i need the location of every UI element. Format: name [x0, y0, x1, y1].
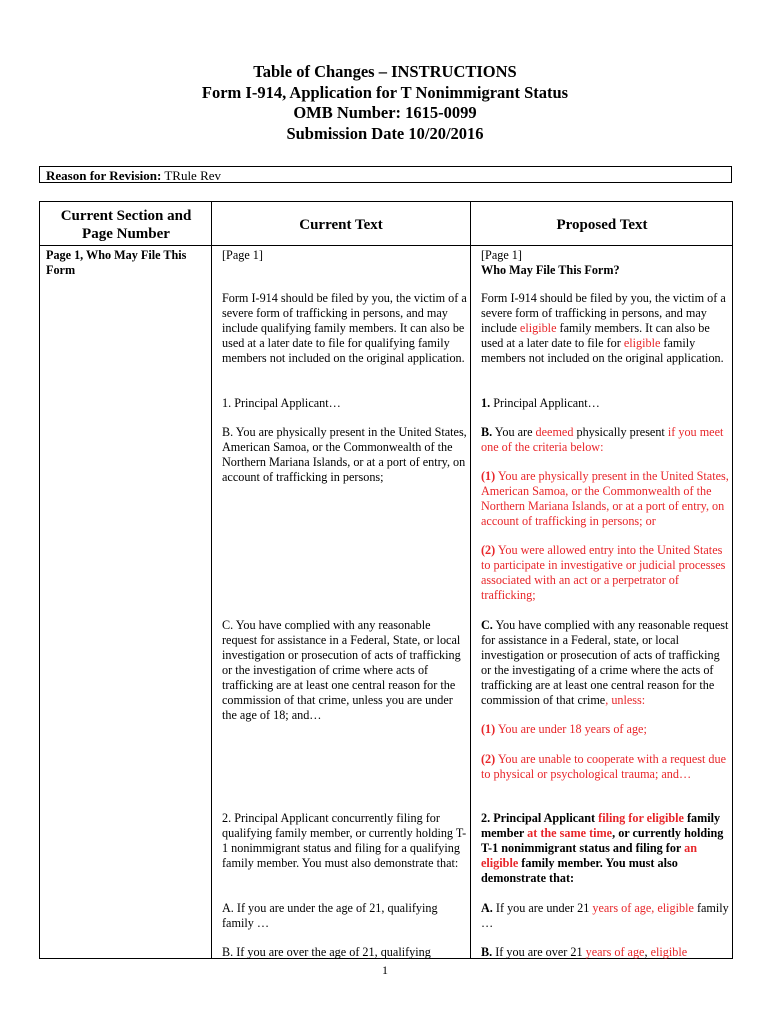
proposed-p7-text: You have complied with any reasonable request for assistance in a Federal, state, or local investigation or prosecution of acts of trafficking or the investigating of a crime where the acts of trafficking are at least one central reason for the commission of that crime: [481, 618, 729, 707]
proposed-p10-text-c: , or currently holding T-1 nonimmigrant status and filing for: [481, 826, 724, 855]
proposed-p11: [481, 901, 731, 931]
header-divider: [40, 245, 732, 246]
proposed-p12-years: years of age: [585, 945, 645, 959]
current-p4: B. You are physically present in the United States, American Samoa, or the Commonwealth of the Northern Mariana Islands, or at a port of entry, on account of trafficking in persons;: [222, 425, 467, 484]
current-p5: C. You have complied with any reasonable request for assistance in a Federal, State, or local investigation or prosecution of acts of trafficking or the investigation of crime where acts of trafficking are at least one central reason for the commission of that crime, unless you are under the age of 18; and…: [222, 618, 461, 722]
title-line-3: OMB Number: 1615-0099: [293, 103, 477, 122]
current-p7: A. If you are under the age of 21, qualifying family …: [222, 901, 438, 930]
proposed-p7: [481, 618, 731, 708]
proposed-p4: [481, 425, 731, 455]
proposed-p12: [481, 945, 731, 960]
proposed-p11-years: years of age, eligible: [592, 901, 694, 915]
proposed-p4-criteria: if you meet one of the criteria below:: [481, 425, 724, 454]
proposed-p7-unless: , unless:: [605, 693, 646, 707]
title-line-4: Submission Date 10/20/2016: [286, 123, 484, 143]
proposed-p10-text-b: family member: [481, 811, 721, 840]
proposed-p3: [481, 396, 731, 411]
proposed-p6-num: (2): [481, 543, 496, 557]
proposed-p2-eligible-2: eligible: [623, 336, 661, 350]
document-title: [0, 62, 770, 144]
proposed-p12-text-a: If you are over 21: [492, 945, 586, 959]
proposed-p3-num: 1.: [481, 396, 491, 410]
current-p6: 2. Principal Applicant concurrently filing for qualifying family member, or currently holding T-1 nonimmigrant status and filing for a qualifying family member. You must also demonstrate that:: [222, 811, 467, 870]
section-cell: Page 1, Who May File This Form: [46, 248, 187, 277]
current-p2: Form I-914 should be filed by you, the victim of a severe form of trafficking in persons, and may include qualifying family members. It can also be used at a later date to file for qualifying family members not included on the original application.: [222, 291, 467, 365]
proposed-p5: [481, 469, 731, 529]
proposed-p12-letter: B.: [481, 945, 493, 959]
proposed-p2-text-b: family members. It can also be used at a later date to file for: [481, 321, 710, 350]
proposed-p4-letter: B.: [481, 425, 493, 439]
reason-label: Reason for Revision:: [46, 168, 162, 183]
proposed-p6: [481, 543, 731, 603]
proposed-p4-text-c: physically present: [573, 425, 668, 439]
reason-for-revision: [39, 166, 732, 183]
proposed-p12-eligible: eligible: [650, 945, 688, 959]
proposed-p12-comma: ,: [644, 945, 651, 959]
proposed-p2-text-a: Form I-914 should be filed by you, the victim of a severe form of trafficking in persons, and may include: [481, 291, 726, 335]
proposed-p2-text-c: family members not included on the original application.: [481, 336, 724, 365]
proposed-p1-heading: Who May File This Form?: [481, 263, 620, 277]
page-number: 1: [382, 963, 388, 977]
proposed-p10-an-eligible: an eligible: [481, 841, 698, 870]
proposed-p8-text: You are under 18 years of age;: [495, 722, 647, 736]
current-p1: [Page 1]: [222, 248, 263, 262]
proposed-p6-text: You were allowed entry into the United States to participate in investigative or judicial processes associated with an act or a perpetrator of trafficking;: [481, 543, 726, 602]
proposed-p4-text-a: You are: [492, 425, 536, 439]
header-current-text: Current Text: [299, 217, 383, 233]
proposed-p3-text: Principal Applicant…: [490, 396, 600, 410]
proposed-p11-letter: A.: [481, 901, 493, 915]
proposed-p9-text: You are unable to cooperate with a request due to physical or psychological trauma; and…: [481, 752, 727, 781]
column-divider-2: [470, 202, 471, 958]
proposed-p9-num: (2): [481, 752, 496, 766]
proposed-p10-text-a: 2. Principal Applicant: [481, 811, 599, 825]
proposed-p1-page: [Page 1]: [481, 248, 522, 262]
reason-value: TRule Rev: [164, 168, 222, 183]
proposed-p11-text-c: family …: [481, 901, 729, 930]
proposed-p5-num: (1): [481, 469, 496, 483]
proposed-p5-text: You are physically present in the United States, American Samoa, or the Commonwealth of the Northern Mariana Islands, or at a port of entry, on account of trafficking in persons; or: [481, 469, 729, 528]
proposed-p2: [481, 291, 731, 366]
proposed-p4-deemed: deemed: [535, 425, 574, 439]
title-line-2: Form I-914, Application for T Nonimmigrant Status: [201, 82, 569, 102]
proposed-p10-filing: filing for eligible: [598, 811, 684, 825]
column-divider-1: [211, 202, 212, 958]
title-line-1: Table of Changes – INSTRUCTIONS: [253, 62, 517, 81]
proposed-p8-num: (1): [481, 722, 496, 736]
proposed-p7-letter: C.: [481, 618, 493, 632]
proposed-p11-text-a: If you are under 21: [492, 901, 593, 915]
proposed-p9: [481, 752, 731, 782]
current-p3: 1. Principal Applicant…: [222, 396, 341, 410]
current-p8: B. If you are over the age of 21, qualifying: [222, 945, 431, 959]
header-proposed-text: Proposed Text: [556, 217, 648, 233]
header-section: Current Section and Page Number: [60, 208, 192, 242]
proposed-p8: [481, 722, 731, 737]
proposed-p2-eligible-1: eligible: [519, 321, 557, 335]
proposed-p10: [481, 811, 731, 886]
proposed-p10-text-d: family member. You must also demonstrate that:: [481, 856, 678, 885]
proposed-p10-same-time: at the same time: [527, 826, 613, 840]
changes-table: [39, 201, 733, 959]
proposed-p1: [481, 248, 731, 278]
